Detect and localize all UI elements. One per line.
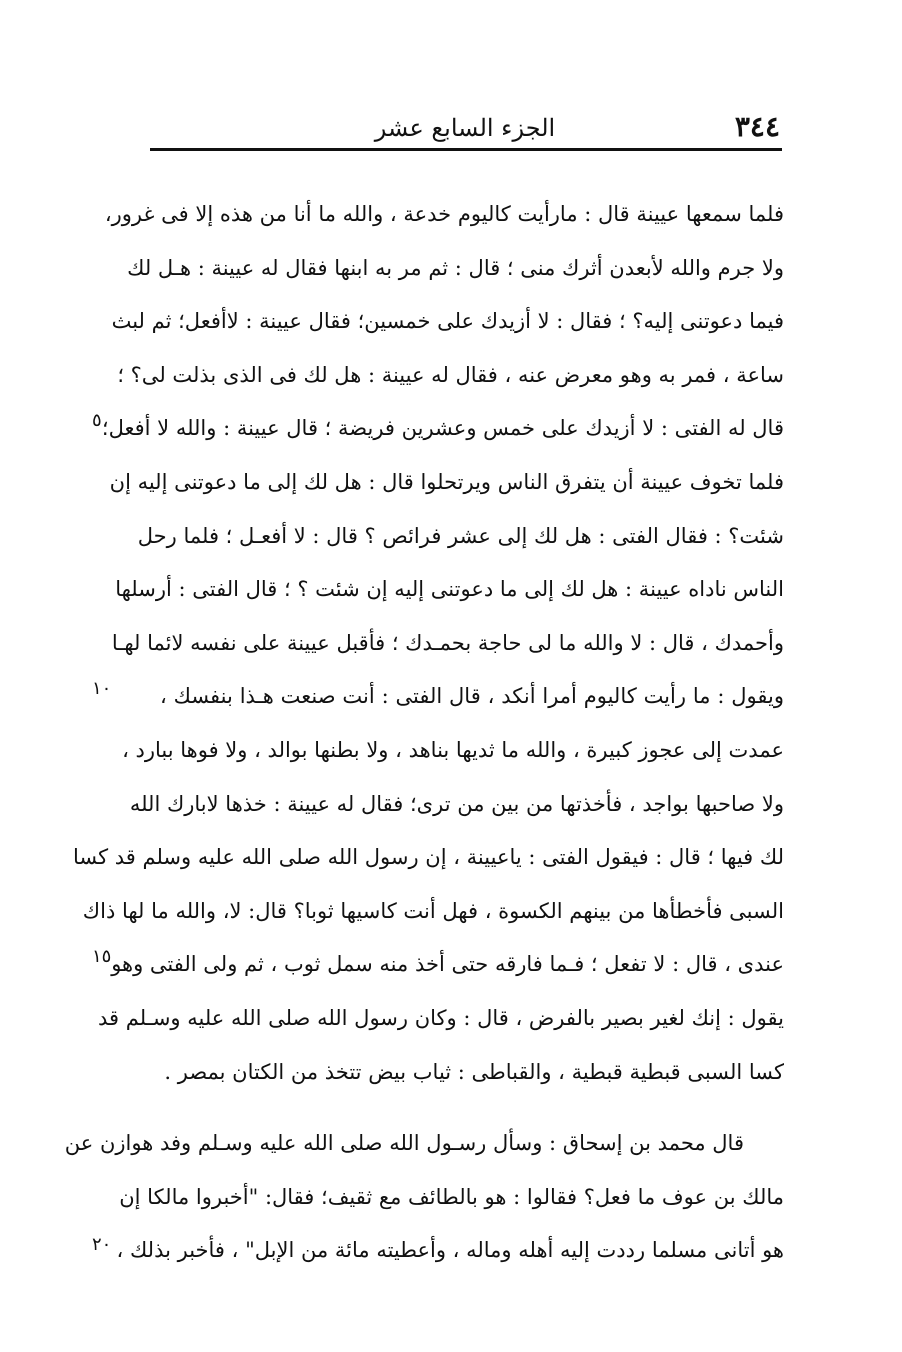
line-number-20: ٢٠ [92,1234,112,1255]
text-line: يقول : إنك لغير بصير بالفرض ، قال : وكان رسول الله صلى الله عليه وسـلم قد [98,1005,784,1030]
paragraph-gap [160,1099,784,1117]
text-line: لك فيها ؛ قال : فيقول الفتى : ياعيينة ، إن رسول الله صلى الله عليه وسلم قد كسا [72,845,784,870]
running-title: الجزء السابع عشر [374,114,556,142]
text-line: عندى ، قال : لا تفعل ؛ فـما فارقه حتى أخذ منه سمل ثوب ، ثم ولى الفتى وهو [111,952,784,977]
text-line: ويقول : ما رأيت كاليوم أمرا أنكد ، قال الفتى : أنت صنعت هـذا بنفسك ، [160,684,784,709]
text-line: هو أتانى مسلما رددت إليه أهله وماله ، وأعطيته مائة من الإبل" ، فأخبر بذلك ، [116,1238,784,1263]
text-line: الناس ناداه عيينة : هل لك إلى ما دعوتنى إليه إن شئت ؟ ؛ قال الفتى : أرسلها [115,577,784,602]
text-line: قال محمد بن إسحاق : وسأل رسـول الله صلى الله عليه وسـلم وفد هوازن عن [64,1131,744,1156]
page-number: ٣٤٤ [734,110,780,143]
text-line: ولا جرم والله لأبعدن أثرك منى ؛ قال : ثم مر به ابنها فقال له عيينة : هـل لك [127,255,784,280]
text-line: كسا السبى قبطية قبطية ، والقباطى : ثياب بيض تتخذ من الكتان بمصر . [164,1059,784,1084]
line-number-15: ١٥ [92,946,112,967]
line-number-10: ١٠ [92,678,112,699]
text-line: قال له الفتى : لا أزيدك على خمس وعشرين فريضة ؛ قال عيينة : والله لا أفعل؛ [101,416,784,441]
text-line: مالك بن عوف ما فعل؟ فقالوا : هو بالطائف مع ثقيف؛ فقال: "أخبروا مالكا إن [119,1184,784,1209]
text-line: عمدت إلى عجوز كبيرة ، والله ما ثديها بناهد ، ولا بطنها بوالد ، ولا فوها ببارد ، [122,737,784,762]
text-line: السبى فأخطأها من بينهم الكسوة ، فهل أنت كاسيها ثوبا؟ قال: لا، والله ما لها ذاك [82,898,784,923]
text-line: فلما سمعها عيينة قال : مارأيت كاليوم خدعة ، والله ما أنا من هذه إلا فى غرور، [104,202,784,226]
header-rule [150,148,782,151]
text-line: شئت؟ : فقال الفتى : هل لك إلى عشر فرائص ؟ قال : لا أفعـل ؛ فلما رحل [137,523,784,548]
text-line: فلما تخوف عيينة أن يتفرق الناس ويرتحلوا قال : هل لك إلى ما دعوتنى إليه إن [109,469,784,494]
page-header [150,108,780,148]
text-line: ساعة ، فمر به وهو معرض عنه ، فقال له عيينة : هل لك فى الذى بذلت لى؟ ؛ [117,362,784,387]
text-line: وأحمدك ، قال : لا والله ما لى حاجة بحمـدك ؛ فأقبل عيينة على نفسه لائما لهـا [111,630,784,655]
text-line: ولا صاحبها بواجد ، فأخذتها من بين من ترى؛ فقال له عيينة : خذها لابارك الله [129,791,784,816]
line-number-5: ٥ [92,410,102,431]
text-line: فيما دعوتنى إليه؟ ؛ فقال : لا أزيدك على خمسين؛ فقال عيينة : لاأفعل؛ ثم لبث [111,309,784,334]
